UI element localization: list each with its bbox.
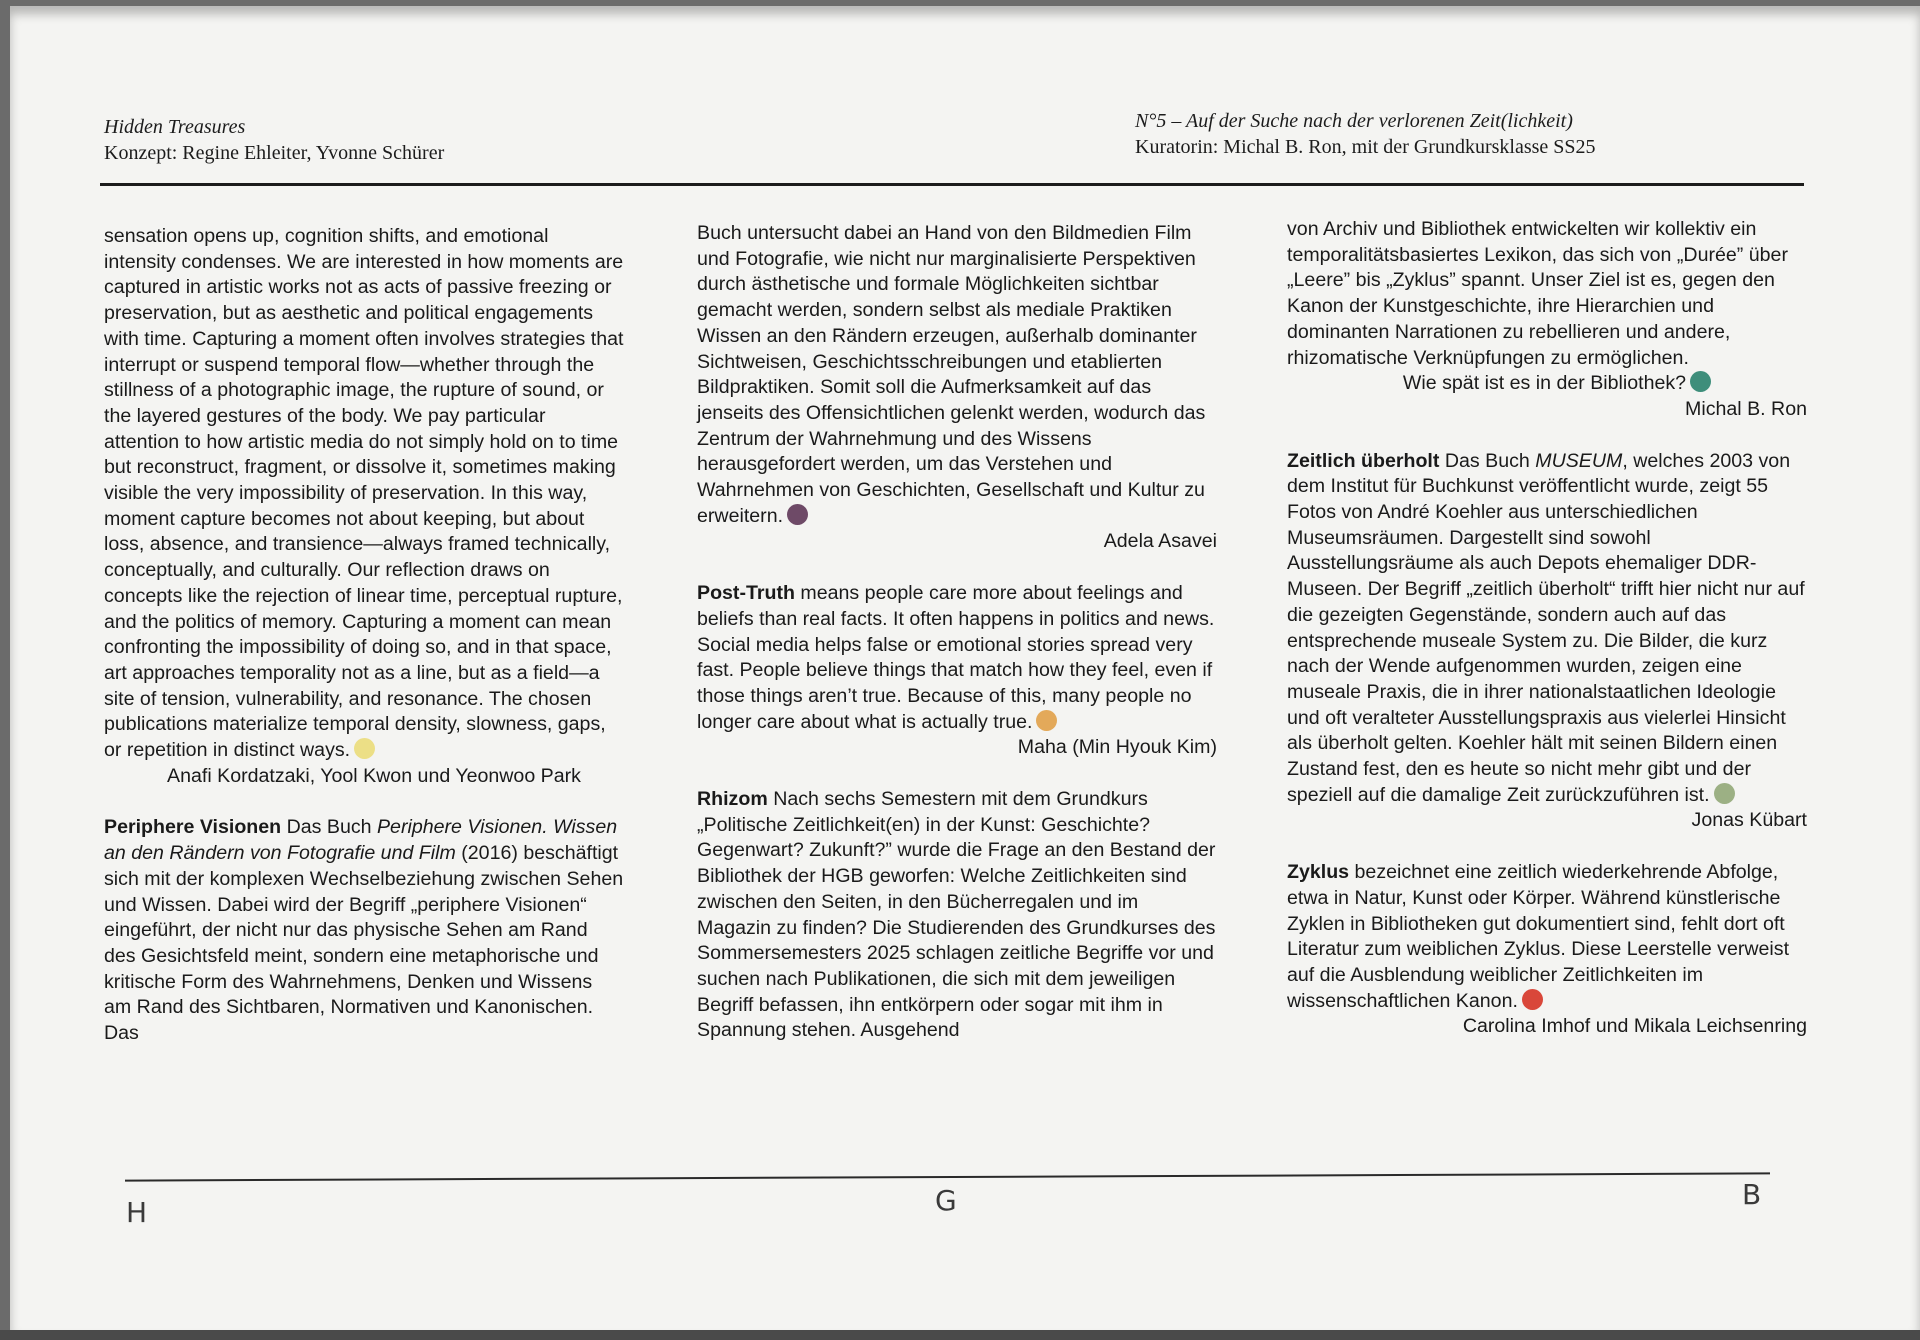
zyklus-author: Carolina Imhof und Mikala Leichsenring [1462, 1015, 1807, 1038]
header-rule [100, 183, 1804, 186]
pv-book-title: Periphere Visionen. Wissen an den Rändern von Fotografie und Film [104, 816, 618, 865]
post-truth-heading: Post-Truth [697, 582, 795, 605]
rhizom-paragraph [697, 787, 1217, 1044]
zyklus-paragraph [1287, 860, 1807, 1014]
post-truth-author: Maha (Min Hyouk Kim) [1017, 736, 1217, 759]
orange-dot-icon [1036, 710, 1057, 731]
zeitlich-ueberholt-paragraph [1287, 449, 1807, 809]
rhizom-question: Wie spät ist es in der Bibliothek? [1402, 372, 1687, 395]
footer-letter-g: G [935, 1184, 957, 1217]
teal-dot-icon [1690, 371, 1711, 392]
post-truth-text: means people care more about feelings and beliefs than real facts. It often happens in politics and news. Social media helps false or emotional stories spread very fast. People believe things that match how they feel, even if those things aren’t true. Because of this, many people no longer care about what is actually true. [697, 582, 1215, 733]
sage-dot-icon [1714, 783, 1735, 804]
pv-cont-text: Buch untersucht dabei an Hand von den Bildmedien Film und Fotografie, wie nicht nur marginalisierte Perspektiven durch ästhetische und formale Möglichkeiten sichtbar gemacht werden, sondern selbst als mediale Praktiken Wissen an den Rändern erzeugen, außerhalb dominanter Sichtweisen, Geschichtsschreibungen und etablierten Bildpraktiken. Somit soll die Aufmerksamkeit auf das jenseits des Offensichtlichen gelenkt werden, wodurch das Zentrum der Wahrnehmung und des Wissens herausgefordert werden, um das Verstehen und Wahrnehmen von Geschichten, Gesellschaft und Kultur zu erweitern. [697, 222, 1206, 527]
zeitlich-ueberholt-author: Jonas Kübart [1691, 809, 1807, 832]
zu-text-b: , welches 2003 von dem Institut für Buchkunst veröffentlicht wurde, zeigt 55 Fotos von André Koehler aus unterschiedlichen Museumsräumen. Dargestellt sind sowohl Ausstellungsräume als auch Depots ehemaliger DDR-Museen. Der Begriff „zeitlich überholt“ trifft hier nicht nur auf die gezeigten Gegenstände, sondern auch auf das entsprechende museale System zu. Die Bilder, die kurz nach der Wende aufgenommen wurden, zeigen eine museale Praxis, die in ihrer nationalstaatlichen Ideologie und oft veralteter Ausstellungspraxis aus vielerlei Hinsicht als überholt gelten. Koehler hält mit seinen Bildern einen Zustand fest, den es heute so nicht mehr gibt und der speziell auf die damalige Zeit zurückzuführen ist. [1287, 449, 1805, 806]
footer-letter-h: H [126, 1196, 148, 1229]
purple-dot-icon [787, 504, 808, 525]
zyklus-heading: Zyklus [1287, 861, 1350, 884]
intro-text: sensation opens up, cognition shifts, and emotional intensity condenses. We are interested in how moments are captured in artistic works not as acts of passive freezing or preservation, but as aesthetic and political engagements with time. Capturing a moment often involves strategies that interrupt or suspend temporal flow—whether through the stillness of a photographic image, the rupture of sound, or the layered gestures of the body. We pay particular attention to how artistic media do not simply hold on to time but reconstruct, fragment, or dissolve it, sometimes making visible the very impossibility of preservation. In this way, moment capture becomes not about keeping, but about loss, absence, and transience—always framed technically, conceptually, and culturally. Our reflection draws on concepts like the rejection of linear time, perceptual rupture, and the politics of memory. Capturing a moment can mean confronting the impossibility of doing so, and in that space, art approaches temporality not as a line, but as a field—a site of tension, vulnerability, and resonance. The chosen publications materialize temporal density, slowness, gaps, or repetition in distinct ways. [104, 225, 624, 762]
intro-author: Anafi Kordatzaki, Yool Kwon und Yeonwoo Park [167, 764, 581, 787]
pv-author: Adela Asavei [1103, 530, 1217, 553]
zeitlich-ueberholt-heading: Zeitlich überholt [1287, 449, 1440, 472]
rhizom-text: Nach sechs Semestern mit dem Grundkurs „Politische Zeitlichkeit(en) in der Kunst: Geschichte? Gegenwart? Zukunft?” wurde die Frage an den Bestand der Bibliothek der HGB geworfen: Welche Zeitlichkeiten sind zwischen den Seiten, in den Bücherregalen und im Magazin zu finden? Die Studierenden des Grundkurses des Sommersemesters 2025 schlagen zeitliche Begriffe vor und suchen nach Publikationen, die sich mit dem jeweiligen Begriff befassen, ihn entkörpern oder sogar mit ihm in Spannung stehen. Ausgehend [697, 788, 1216, 1042]
column-1 [104, 224, 624, 1047]
pv-continuation [697, 221, 1217, 529]
column-3 [1287, 217, 1807, 1040]
intro-paragraph [104, 224, 624, 764]
column-2 [697, 221, 1217, 1044]
header-left-subtitle: Konzept: Regine Ehleiter, Yvonne Schürer [104, 142, 445, 164]
header-right [1135, 108, 1596, 160]
rhizom-continuation: von Archiv und Bibliothek entwickelten wir kollektiv ein temporalitätsbasiertes Lexikon, das sich von „Durée” über „Leere” bis „Zyklus” spannt. Unser Ziel ist es, gegen den Kanon der Kunstgeschichte, ihre Hierarchien und dominanten Narrationen zu rebellieren und andere, rhizomatische Verknüpfungen zu ermöglichen. [1287, 218, 1788, 369]
zu-book-title: MUSEUM [1535, 449, 1623, 472]
periphere-visionen-heading: Periphere Visionen [104, 816, 282, 839]
pv-text-b: (2016) beschäftigt sich mit der komplexen Wechselbeziehung zwischen Sehen und Wissen. Dabei wird der Begriff „periphere Visionen“ eingeführt, der nicht nur das physische Sehen am Rand des Gesichtsfeld meint, sondern eine metaphorische und kritische Form des Wahrnehmens, Denken und Wissens am Rand des Sichtbaren, Normativen und Kanonischen. Das [104, 842, 624, 1045]
zu-text-a: Das Buch [1439, 449, 1536, 472]
footer-letter-b: B [1742, 1178, 1762, 1211]
rhizom-author: Michal B. Ron [1685, 397, 1807, 420]
header-right-title: N°5 – Auf der Suche nach der verlorenen Zeit(lichkeit) [1135, 110, 1573, 132]
post-truth-paragraph [697, 581, 1217, 735]
red-dot-icon [1522, 989, 1543, 1010]
pv-text-a: Das Buch [281, 816, 377, 839]
periphere-visionen-paragraph [104, 815, 624, 1046]
header-left-title: Hidden Treasures [104, 116, 246, 138]
yellow-dot-icon [354, 738, 375, 759]
header-right-subtitle: Kuratorin: Michal B. Ron, mit der Grundkursklasse SS25 [1135, 136, 1596, 158]
zyklus-text: bezeichnet eine zeitlich wiederkehrende Abfolge, etwa in Natur, Kunst oder Körper. Während künstlerische Zyklen in Bibliotheken gut dokumentiert sind, fehlt dort oft Literatur zum weiblichen Zyklus. Diese Leerstelle verweist auf die Ausblendung weiblicher Zeitlichkeiten im wissenschaftlichen Kanon. [1287, 861, 1790, 1012]
rhizom-question-line [1287, 371, 1807, 397]
header-left [104, 114, 444, 166]
rhizom-heading: Rhizom [697, 788, 768, 811]
scan-bottom-edge [0, 1330, 1920, 1340]
